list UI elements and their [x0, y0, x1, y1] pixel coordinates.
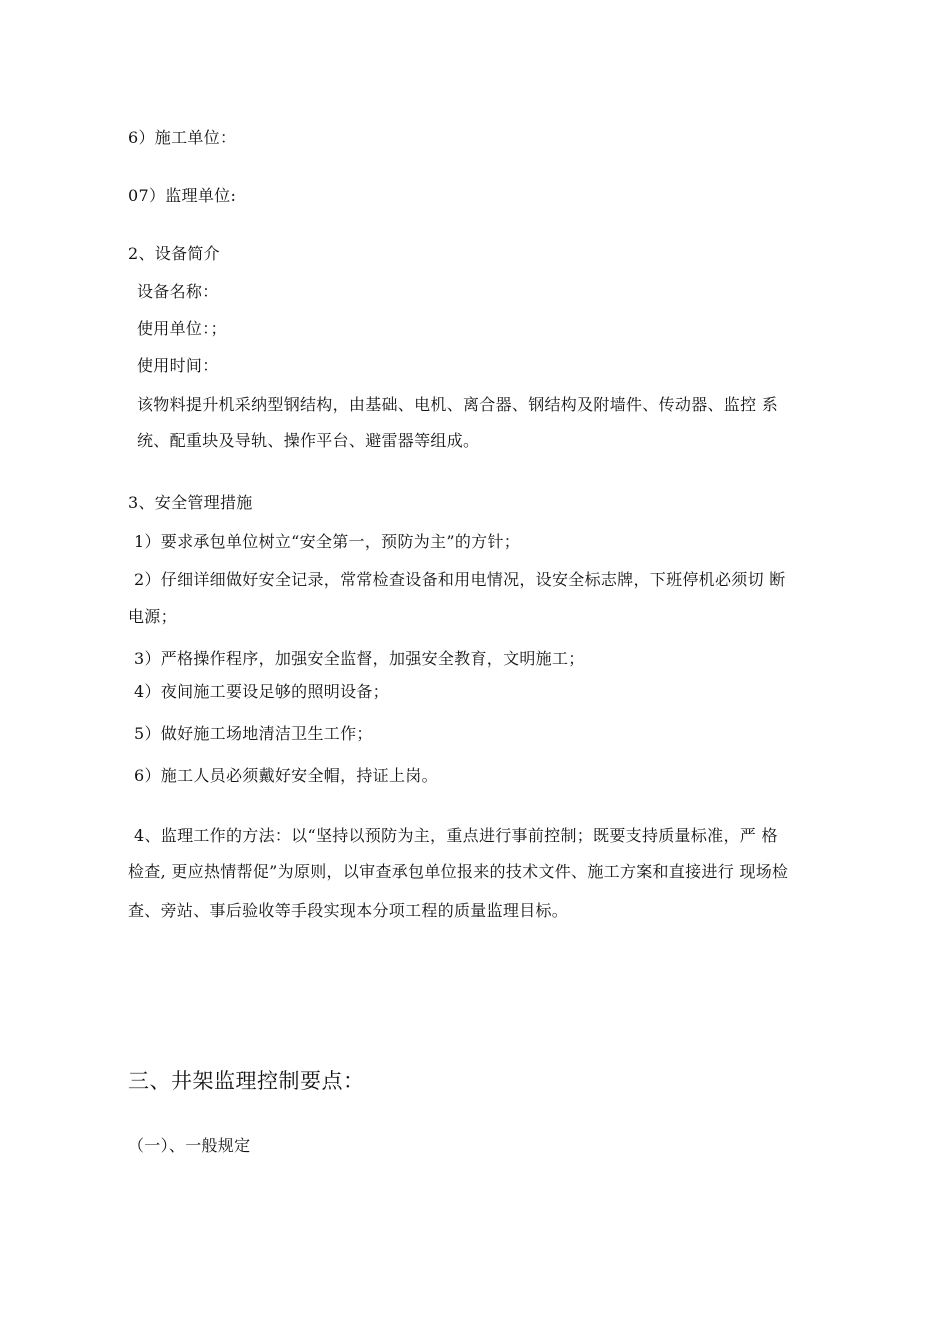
- safety-measure-2-line-1: 2）仔细详细做好安全记录，常常检查设备和用电情况，设安全标志牌，下班停机必须切 断: [134, 570, 786, 589]
- subsection-heading-general: （一）、一般规定: [128, 1136, 251, 1155]
- safety-measure-3: 3）严格操作程序，加强安全监督，加强安全教育，文明施工；: [134, 649, 585, 668]
- supervision-method-line-1: 4、监理工作的方法：以“坚持以预防为主，重点进行事前控制；既要支持质量标准，严 格: [134, 826, 778, 845]
- equipment-description-line-2: 统、配重块及导轨、操作平台、避雷器等组成。: [137, 431, 480, 450]
- device-name-field: 设备名称：: [137, 282, 219, 301]
- supervision-method-line-3: 查、旁站、事后验收等手段实现本分项工程的质量监理目标。: [128, 901, 569, 920]
- use-time-field: 使用时间：: [137, 356, 219, 375]
- safety-measure-4: 4）夜间施工要设足够的照明设备；: [134, 682, 389, 701]
- user-unit-field: 使用单位：；: [137, 319, 227, 338]
- construction-unit-line: 6）施工单位：: [128, 128, 237, 147]
- safety-measure-6: 6）施工人员必须戴好安全帽，持证上岗。: [134, 766, 438, 785]
- section-heading-equipment: 2、设备简介: [128, 244, 220, 263]
- supervision-method-line-2: 检查, 更应热情帮促”为原则，以审查承包单位报来的技术文件、施工方案和直接进行 现场检: [128, 862, 789, 881]
- section-heading-safety: 3、安全管理措施: [128, 493, 253, 512]
- supervision-unit-line: 07）监理单位:: [128, 186, 237, 205]
- safety-measure-1: 1）要求承包单位树立“安全第一，预防为主”的方针；: [134, 532, 521, 551]
- safety-measure-5: 5）做好施工场地清洁卫生工作；: [134, 724, 373, 743]
- safety-measure-2-line-2: 电源；: [128, 607, 177, 626]
- equipment-description-line-1: 该物料提升机采纳型钢结构，由基础、电机、离合器、钢结构及附墙件、传动器、监控 系: [137, 395, 779, 414]
- chapter-heading: 三、井架监理控制要点：: [128, 1069, 365, 1093]
